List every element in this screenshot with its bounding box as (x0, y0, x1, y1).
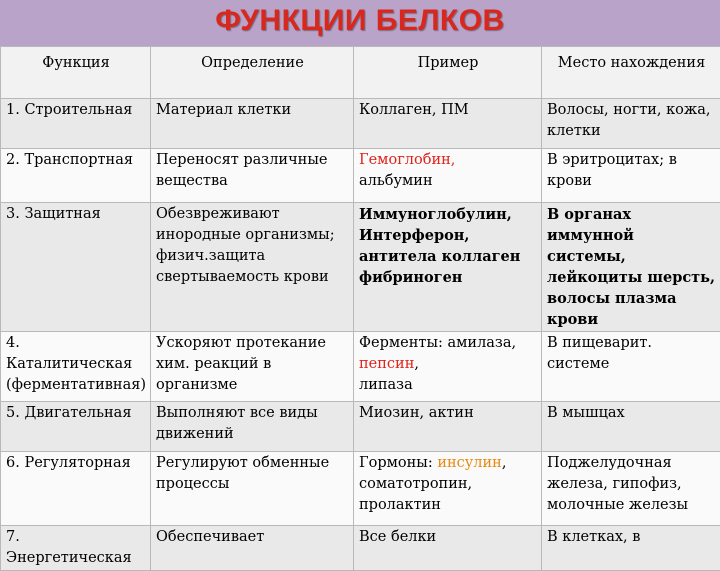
cell-function: 1. Строительная (1, 99, 151, 149)
cell-location: В органах иммунной системы, лейкоциты шерсть, волосы плазма крови (542, 203, 720, 332)
example-text: альбумин (359, 173, 433, 189)
cell-function: 6. Регуляторная (1, 452, 151, 526)
table-row (1, 332, 720, 402)
table-row (1, 203, 720, 332)
table-header-row (1, 47, 720, 99)
header-function: Функция (1, 47, 151, 99)
example-text-2: соматотропин, пролактин (359, 476, 472, 513)
table-row (1, 452, 720, 526)
cell-function: 7. Энергетическая (1, 526, 151, 571)
cell-definition: Выполняют все виды движений (151, 402, 354, 452)
cell-definition: Ускоряют протекание хим. реакций в организме (151, 332, 354, 402)
cell-function: 2. Транспортная (1, 149, 151, 203)
header-definition: Определение (151, 47, 354, 99)
cell-location: В клетках, в (542, 526, 720, 571)
cell-definition: Переносят различные вещества (151, 149, 354, 203)
page-title: ФУНКЦИИ БЕЛКОВ (0, 4, 720, 38)
cell-example: Гормоны: инсулин, соматотропин, пролактин (354, 452, 542, 526)
cell-definition: Обеспечивает (151, 526, 354, 571)
table-row (1, 526, 720, 571)
table-row (1, 149, 720, 203)
cell-example: Ферменты: амилаза, пепсин, липаза (354, 332, 542, 402)
cell-example: Иммуноглобулин, Интерферон, антитела коллаген фибриноген (354, 203, 542, 332)
cell-function: 3. Защитная (1, 203, 151, 332)
cell-definition: Регулируют обменные процессы (151, 452, 354, 526)
cell-function: 4. Каталитическая (ферментативная) (1, 332, 151, 402)
cell-example (354, 149, 542, 203)
cell-location: В мышцах (542, 402, 720, 452)
example-text-2: липаза (359, 377, 413, 393)
table-row (1, 402, 720, 452)
header-location: Место нахождения (542, 47, 720, 99)
example-text: Гормоны: (359, 455, 433, 471)
protein-functions-table (0, 46, 720, 571)
header-example: Пример (354, 47, 542, 99)
cell-example: Миозин, актин (354, 402, 542, 452)
example-highlight: инсулин (437, 455, 502, 471)
cell-example: Все белки (354, 526, 542, 571)
cell-location: Волосы, ногти, кожа, клетки (542, 99, 720, 149)
example-text: Ферменты: амилаза, (359, 335, 516, 351)
cell-location: В эритроцитах; в крови (542, 149, 720, 203)
cell-definition: Материал клетки (151, 99, 354, 149)
cell-function: 5. Двигательная (1, 402, 151, 452)
cell-location: В пищеварит. системе (542, 332, 720, 402)
cell-example: Коллаген, ПМ (354, 99, 542, 149)
cell-definition: Обезвреживают инородные организмы; физич.защита свертываемость крови (151, 203, 354, 332)
cell-location: Поджелудочная железа, гипофиз, молочные железы (542, 452, 720, 526)
example-highlight: Гемоглобин, (359, 152, 455, 168)
example-highlight: пепсин (359, 356, 414, 372)
table-row (1, 99, 720, 149)
